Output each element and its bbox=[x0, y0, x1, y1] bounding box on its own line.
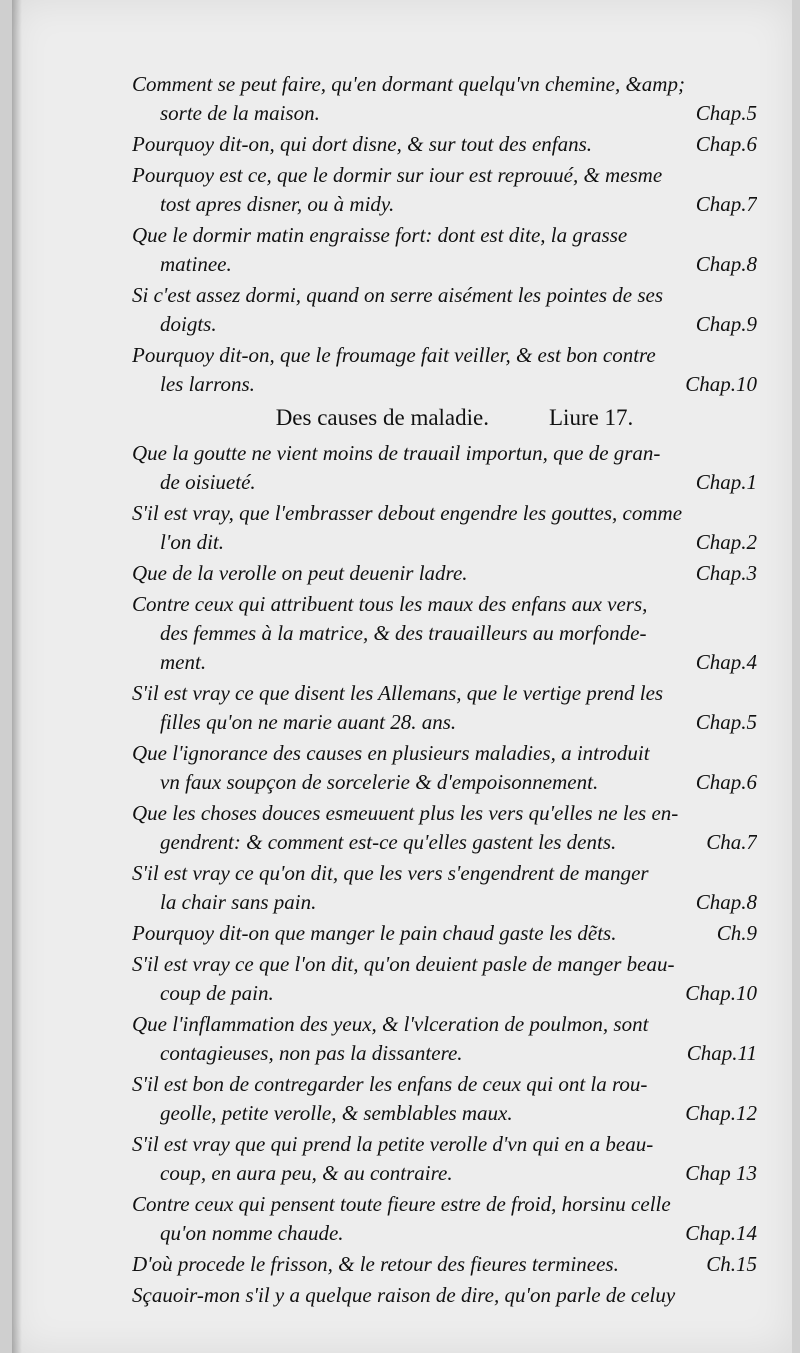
chapter-number: Chap.5 bbox=[695, 101, 757, 125]
toc-entry bbox=[132, 1070, 757, 1128]
chapter-number: Chap.6 bbox=[695, 770, 757, 794]
table-of-contents bbox=[132, 70, 757, 1312]
entry-line bbox=[132, 739, 757, 768]
entry-list-before bbox=[132, 70, 757, 399]
entry-line bbox=[132, 1099, 757, 1128]
entry-text: vn faux soupçon de sorcelerie & d'empoisonnement. bbox=[160, 770, 599, 794]
chapter-number: Chap.8 bbox=[695, 252, 757, 276]
entry-text: doigts. bbox=[160, 312, 217, 336]
chapter-number: Chap.11 bbox=[686, 1041, 757, 1065]
toc-entry bbox=[132, 950, 757, 1008]
toc-entry bbox=[132, 739, 757, 797]
entry-text: S'il est vray ce que disent les Allemans, que le vertige prend les bbox=[132, 681, 664, 705]
entry-line bbox=[132, 468, 757, 497]
chapter-number: Chap.1 bbox=[695, 470, 757, 494]
entry-line bbox=[132, 1070, 757, 1099]
entry-line bbox=[132, 888, 757, 917]
toc-entry bbox=[132, 281, 757, 339]
entry-list-after bbox=[132, 439, 757, 1310]
entry-line bbox=[132, 370, 757, 399]
toc-entry bbox=[132, 439, 757, 497]
entry-text: coup de pain. bbox=[160, 981, 274, 1005]
entry-text: filles qu'on ne marie auant 28. ans. bbox=[160, 710, 457, 734]
entry-line bbox=[132, 559, 757, 588]
entry-line bbox=[132, 1281, 757, 1310]
entry-text: geolle, petite verolle, & semblables maux. bbox=[160, 1101, 513, 1125]
book-page bbox=[12, 0, 792, 1353]
entry-line bbox=[132, 528, 757, 557]
entry-text: S'il est vray ce qu'on dit, que les vers s'engendrent de manger bbox=[132, 861, 649, 885]
entry-line bbox=[132, 439, 757, 468]
toc-entry bbox=[132, 559, 757, 588]
entry-text: la chair sans pain. bbox=[160, 890, 317, 914]
entry-text: D'où procede le frisson, & le retour des fieures terminees. bbox=[132, 1252, 619, 1276]
entry-line bbox=[132, 1039, 757, 1068]
entry-line bbox=[132, 768, 757, 797]
chapter-number bbox=[747, 1281, 757, 1310]
entry-text: ment. bbox=[160, 650, 207, 674]
entry-text: matinee. bbox=[160, 252, 232, 276]
entry-line bbox=[132, 799, 757, 828]
toc-entry bbox=[132, 590, 757, 677]
entry-text: S'il est vray que qui prend la petite verolle d'vn qui en a beau- bbox=[132, 1132, 654, 1156]
entry-text: S'il est vray ce que l'on dit, qu'on deuient pasle de manger beau- bbox=[132, 952, 675, 976]
entry-text: l'on dit. bbox=[160, 530, 224, 554]
entry-text: les larrons. bbox=[160, 372, 255, 396]
entry-line bbox=[132, 250, 757, 279]
entry-text: coup, en aura peu, & au contraire. bbox=[160, 1161, 453, 1185]
entry-text: tost apres disner, ou à midy. bbox=[160, 192, 395, 216]
section-heading bbox=[132, 401, 757, 435]
entry-text: Que les choses douces esmeuuent plus les vers qu'elles ne les en- bbox=[132, 801, 679, 825]
entry-text: des femmes à la matrice, & des trauailleurs au morfonde- bbox=[160, 621, 647, 645]
toc-entry bbox=[132, 499, 757, 557]
entry-line bbox=[132, 341, 757, 370]
entry-text: Que la goutte ne vient moins de trauail importun, que de gran- bbox=[132, 441, 661, 465]
chapter-number: Chap.10 bbox=[685, 372, 757, 396]
chapter-number: Chap.12 bbox=[685, 1101, 757, 1125]
entry-text: Pourquoy dit-on que manger le pain chaud gaste les dẽts. bbox=[132, 921, 617, 945]
entry-line bbox=[132, 1219, 757, 1248]
entry-line bbox=[132, 1190, 757, 1219]
entry-text: Contre ceux qui attribuent tous les maux des enfans aux vers, bbox=[132, 592, 648, 616]
chapter-number: Chap.10 bbox=[685, 981, 757, 1005]
chapter-number: Chap 13 bbox=[685, 1161, 757, 1185]
chapter-number: Chap.5 bbox=[695, 710, 757, 734]
entry-line bbox=[132, 590, 757, 619]
chapter-number: Chap.3 bbox=[695, 561, 757, 585]
entry-text: S'il est vray, que l'embrasser debout engendre les gouttes, comme bbox=[132, 501, 683, 525]
toc-entry bbox=[132, 161, 757, 219]
entry-line bbox=[132, 310, 757, 339]
toc-entry bbox=[132, 679, 757, 737]
chapter-number: Ch.9 bbox=[716, 921, 757, 945]
entry-line bbox=[132, 919, 757, 948]
entry-line bbox=[132, 828, 757, 857]
entry-text: S'il est bon de contregarder les enfans de ceux qui ont la rou- bbox=[132, 1072, 648, 1096]
entry-line bbox=[132, 1010, 757, 1039]
entry-line bbox=[132, 161, 757, 190]
toc-entry bbox=[132, 221, 757, 279]
toc-entry bbox=[132, 130, 757, 159]
entry-line bbox=[132, 619, 757, 648]
entry-text: Sçauoir-mon s'il y a quelque raison de dire, qu'on parle de celuy bbox=[132, 1283, 676, 1307]
entry-line bbox=[132, 859, 757, 888]
entry-line bbox=[132, 1159, 757, 1188]
entry-text: Que de la verolle on peut deuenir ladre. bbox=[132, 561, 468, 585]
toc-entry bbox=[132, 799, 757, 857]
chapter-number: Chap.14 bbox=[685, 1221, 757, 1245]
entry-line bbox=[132, 950, 757, 979]
entry-line bbox=[132, 281, 757, 310]
toc-entry bbox=[132, 1281, 757, 1310]
chapter-number: Chap.7 bbox=[695, 192, 757, 216]
entry-line bbox=[132, 708, 757, 737]
entry-line bbox=[132, 190, 757, 219]
entry-text: contagieuses, non pas la dissantere. bbox=[160, 1041, 463, 1065]
section-book: Liure 17. bbox=[549, 405, 634, 430]
entry-text: gendrent: & comment est-ce qu'elles gastent les dents. bbox=[160, 830, 617, 854]
entry-text: de oisiueté. bbox=[160, 470, 256, 494]
entry-line bbox=[132, 499, 757, 528]
toc-entry bbox=[132, 70, 757, 128]
entry-line bbox=[132, 99, 757, 128]
entry-text: Si c'est assez dormi, quand on serre aisément les pointes de ses bbox=[132, 283, 663, 307]
entry-text: Pourquoy est ce, que le dormir sur iour est reprouué, & mesme bbox=[132, 163, 663, 187]
entry-line bbox=[132, 130, 757, 159]
chapter-number: Chap.2 bbox=[695, 530, 757, 554]
chapter-number: Chap.6 bbox=[695, 132, 757, 156]
chapter-number: Chap.8 bbox=[695, 890, 757, 914]
entry-line bbox=[132, 1250, 757, 1279]
toc-entry bbox=[132, 1130, 757, 1188]
entry-text: sorte de la maison. bbox=[160, 101, 320, 125]
entry-line bbox=[132, 221, 757, 250]
entry-text: Que l'ignorance des causes en plusieurs maladies, a introduit bbox=[132, 741, 650, 765]
entry-text: qu'on nomme chaude. bbox=[160, 1221, 344, 1245]
entry-line bbox=[132, 648, 757, 677]
chapter-number: Chap.9 bbox=[695, 312, 757, 336]
toc-entry bbox=[132, 1190, 757, 1248]
entry-line bbox=[132, 1130, 757, 1159]
toc-entry bbox=[132, 919, 757, 948]
toc-entry bbox=[132, 1250, 757, 1279]
toc-entry bbox=[132, 341, 757, 399]
section-title: Des causes de maladie. bbox=[275, 405, 489, 430]
entry-line bbox=[132, 679, 757, 708]
entry-text: Comment se peut faire, qu'en dormant quelqu'vn chemine, &amp; bbox=[132, 72, 685, 96]
chapter-number: Chap.4 bbox=[695, 650, 757, 674]
chapter-number: Ch.15 bbox=[706, 1252, 757, 1276]
entry-text: Que le dormir matin engraisse fort: dont est dite, la grasse bbox=[132, 223, 628, 247]
entry-line bbox=[132, 70, 757, 99]
toc-entry bbox=[132, 1010, 757, 1068]
entry-line bbox=[132, 979, 757, 1008]
chapter-number: Cha.7 bbox=[706, 830, 757, 854]
toc-entry bbox=[132, 859, 757, 917]
entry-text: Que l'inflammation des yeux, & l'vlceration de poulmon, sont bbox=[132, 1012, 649, 1036]
entry-text: Pourquoy dit-on, qui dort disne, & sur tout des enfans. bbox=[132, 132, 593, 156]
entry-text: Pourquoy dit-on, que le froumage fait veiller, & est bon contre bbox=[132, 343, 656, 367]
entry-text: Contre ceux qui pensent toute fieure estre de froid, horsinu celle bbox=[132, 1192, 671, 1216]
